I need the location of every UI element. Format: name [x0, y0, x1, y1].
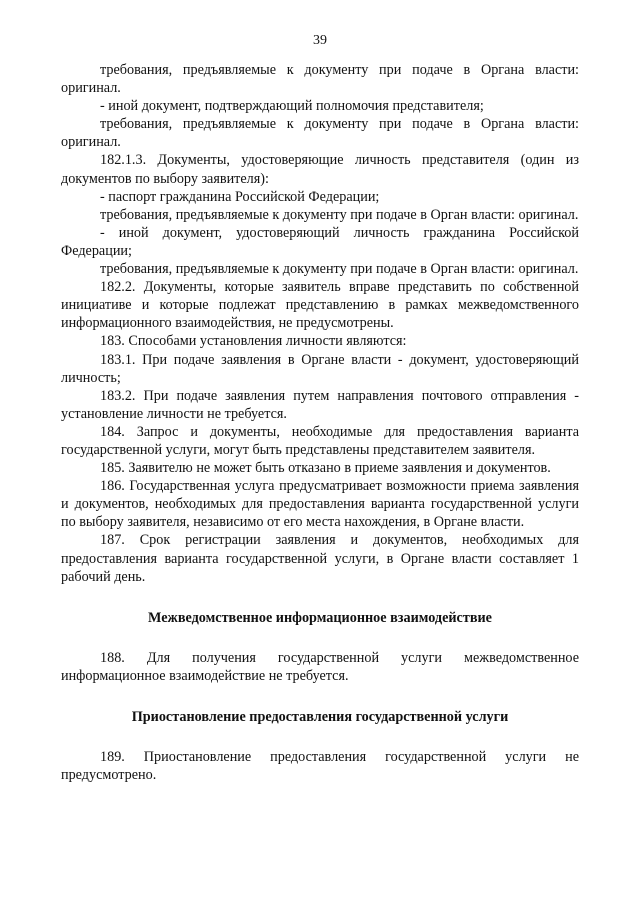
paragraph: требования, предъявляемые к документу при подаче в Органа власти: оригинал. [61, 62, 579, 97]
paragraph: - иной документ, подтверждающий полномочия представителя; [100, 98, 484, 115]
paragraph: 189. Приостановление предоставления государственной услуги не предусмотрено. [61, 749, 579, 784]
paragraph: 184. Запрос и документы, необходимые для предоставления варианта государственной услуги, могут быть представлены представителем заявителя. [61, 423, 579, 458]
paragraph: 186. Государственная услуга предусматривает возможности приема заявления и документов, необходимых для предоставления варианта государственной услуги по выбору заявителя, независимо от его места нахождения, в Органе власти. [61, 478, 579, 531]
paragraph: 183.2. При подаче заявления путем направления почтового отправления - установление личности не требуется. [61, 387, 579, 422]
paragraph: 187. Срок регистрации заявления и документов, необходимых для предоставления варианта государственной услуги, в Органе власти составляет 1 рабочий день. [61, 532, 579, 585]
paragraph: 185. Заявителю не может быть отказано в приеме заявления и документов. [100, 460, 551, 477]
paragraph: 183.1. При подаче заявления в Органе власти - документ, удостоверяющий личность; [61, 351, 579, 386]
paragraph: требования, предъявляемые к документу при подаче в Орган власти: оригинал. [100, 206, 579, 223]
section-heading-interagency: Межведомственное информационное взаимодействие [148, 609, 492, 626]
paragraph: - паспорт гражданина Российской Федерации; [100, 188, 380, 205]
paragraph: - иной документ, удостоверяющий личность гражданина Российской Федерации; [61, 224, 579, 259]
paragraph: 183. Способами установления личности являются: [100, 333, 407, 350]
paragraph: требования, предъявляемые к документу при подаче в Орган власти: оригинал. [100, 261, 579, 278]
paragraph: 182.2. Документы, которые заявитель вправе представить по собственной инициативе и которые подлежат представлению в рамках межведомственного информационного взаимодействия, не предусмотрены. [61, 279, 579, 332]
paragraph: требования, предъявляемые к документу при подаче в Органа власти: оригинал. [61, 116, 579, 151]
paragraph: 188. Для получения государственной услуги межведомственное информационное взаимодействие не требуется. [61, 649, 579, 684]
page-number: 39 [313, 33, 327, 48]
paragraph: 182.1.3. Документы, удостоверяющие личность представителя (один из документов по выбору заявителя): [61, 152, 579, 187]
document-body [61, 61, 579, 784]
section-heading-suspension: Приостановление предоставления государственной услуги [131, 709, 509, 725]
